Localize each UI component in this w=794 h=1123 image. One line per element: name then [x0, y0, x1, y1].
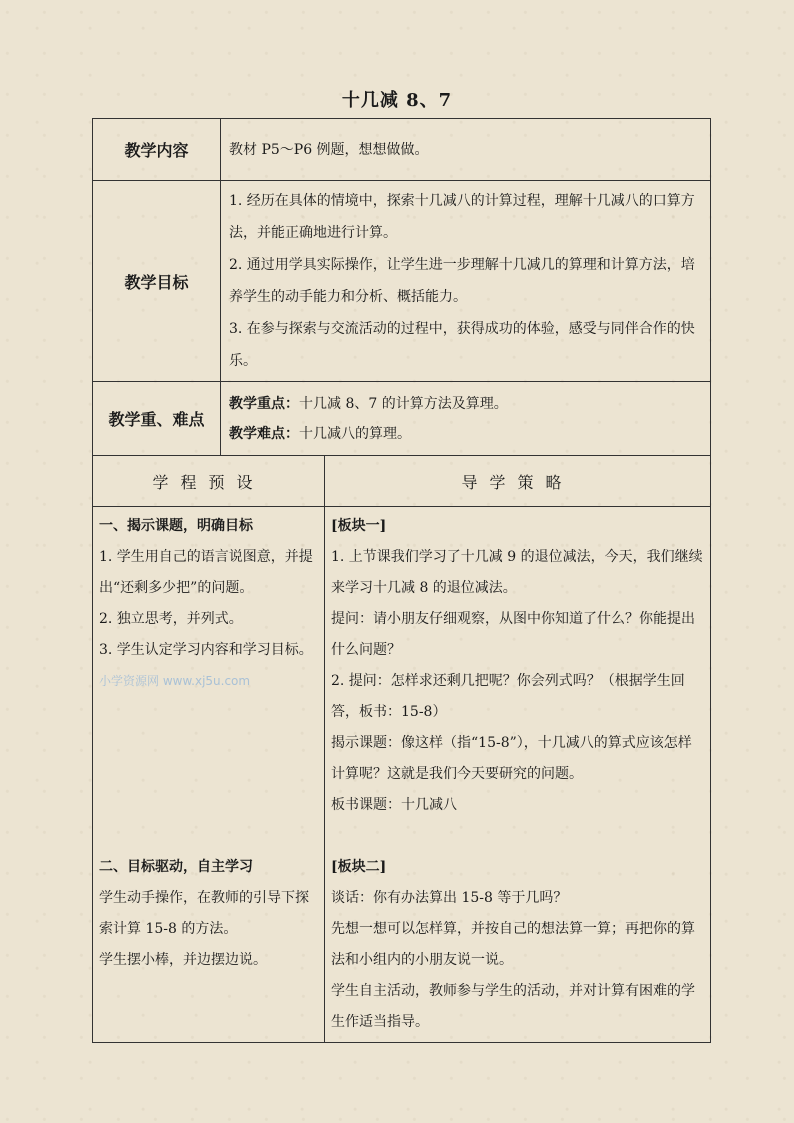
- strategy-item: 2. 提问：怎样求还剩几把呢？你会列式吗？（根据学生回答，板书：15-8）: [331, 673, 685, 720]
- goal-item: 1. 经历在具体的情境中，探索十几减八的计算过程，理解十几减八的口算方法，并能正确地进行计算。: [229, 193, 695, 241]
- goal-item: 3. 在参与探索与交流活动的过程中，获得成功的体验，感受与同伴合作的快乐。: [229, 321, 695, 369]
- block-1-title: [板块一]: [331, 518, 387, 534]
- difficult-point-label: 教学难点：: [229, 425, 299, 442]
- header-guidance-strategy: 导学策略: [325, 456, 711, 507]
- strategy-item: 提问：请小朋友仔细观察，从图中你知道了什么？你能提出什么问题？: [331, 611, 695, 658]
- strategy-item: 学生自主活动，教师参与学生的活动，并对计算有困难的学生作适当指导。: [331, 983, 695, 1030]
- teaching-content-text: 教材 P5～P6 例题，想想做做。: [221, 119, 711, 181]
- difficult-point-text: 十几减八的算理。: [299, 425, 411, 442]
- preset-item: 2. 独立思考，并列式。: [99, 611, 243, 627]
- key-point-text: 十几减 8、7 的计算方法及算理。: [299, 395, 508, 412]
- key-difficult-cell: [221, 382, 711, 456]
- section-1-title: 一、揭示课题，明确目标: [99, 518, 253, 534]
- strategy-item: 揭示课题：像这样（指“15-8”），十几减八的算式应该怎样计算呢？这就是我们今天要研究的问题。: [331, 735, 692, 782]
- preset-item: 1. 学生用自己的语言说图意，并提出“还剩多少把”的问题。: [99, 549, 313, 596]
- strategy-item: 1. 上节课我们学习了十几减 9 的退位减法，今天，我们继续来学习十几减 8 的退位减法。: [331, 549, 703, 596]
- row-keypoints: [93, 382, 711, 456]
- strategy-item: 谈话：你有办法算出 15-8 等于几吗？: [331, 890, 568, 906]
- goal-item: 2. 通过用学具实际操作，让学生进一步理解十几减几的算理和计算方法，培养学生的动手能力和分析、概括能力。: [229, 257, 695, 305]
- page-title: 十几减 8、7: [341, 90, 453, 111]
- row-body: [93, 507, 711, 1043]
- lesson-plan-table: [92, 118, 711, 1043]
- preset-item: 学生摆小棒，并边摆边说。: [99, 952, 267, 968]
- teaching-goals-cell: [221, 181, 711, 382]
- section-2-title: 二、目标驱动，自主学习: [99, 859, 253, 875]
- watermark-text: 小学资源网 www.xj5u.com: [99, 674, 251, 688]
- key-point-label: 教学重点：: [229, 395, 299, 412]
- learning-preset-column: [93, 507, 325, 1043]
- strategy-item: 先想一想可以怎样算，并按自己的想法算一算；再把你的算法和小组内的小朋友说一说。: [331, 921, 695, 968]
- row-column-headers: [93, 456, 711, 507]
- preset-item: 学生动手操作，在教师的引导下探索计算 15-8 的方法。: [99, 890, 309, 937]
- label-key-difficult: 教学重、难点: [93, 382, 221, 456]
- block-2-title: [板块二]: [331, 859, 387, 875]
- row-content: [93, 119, 711, 181]
- label-teaching-goals: 教学目标: [93, 181, 221, 382]
- label-teaching-content: 教学内容: [93, 119, 221, 181]
- strategy-item: 板书课题：十几减八: [331, 797, 457, 813]
- preset-item: 3. 学生认定学习内容和学习目标。: [99, 642, 313, 658]
- row-goals: [93, 181, 711, 382]
- header-learning-preset: 学程预设: [93, 456, 325, 507]
- guidance-strategy-column: [325, 507, 711, 1043]
